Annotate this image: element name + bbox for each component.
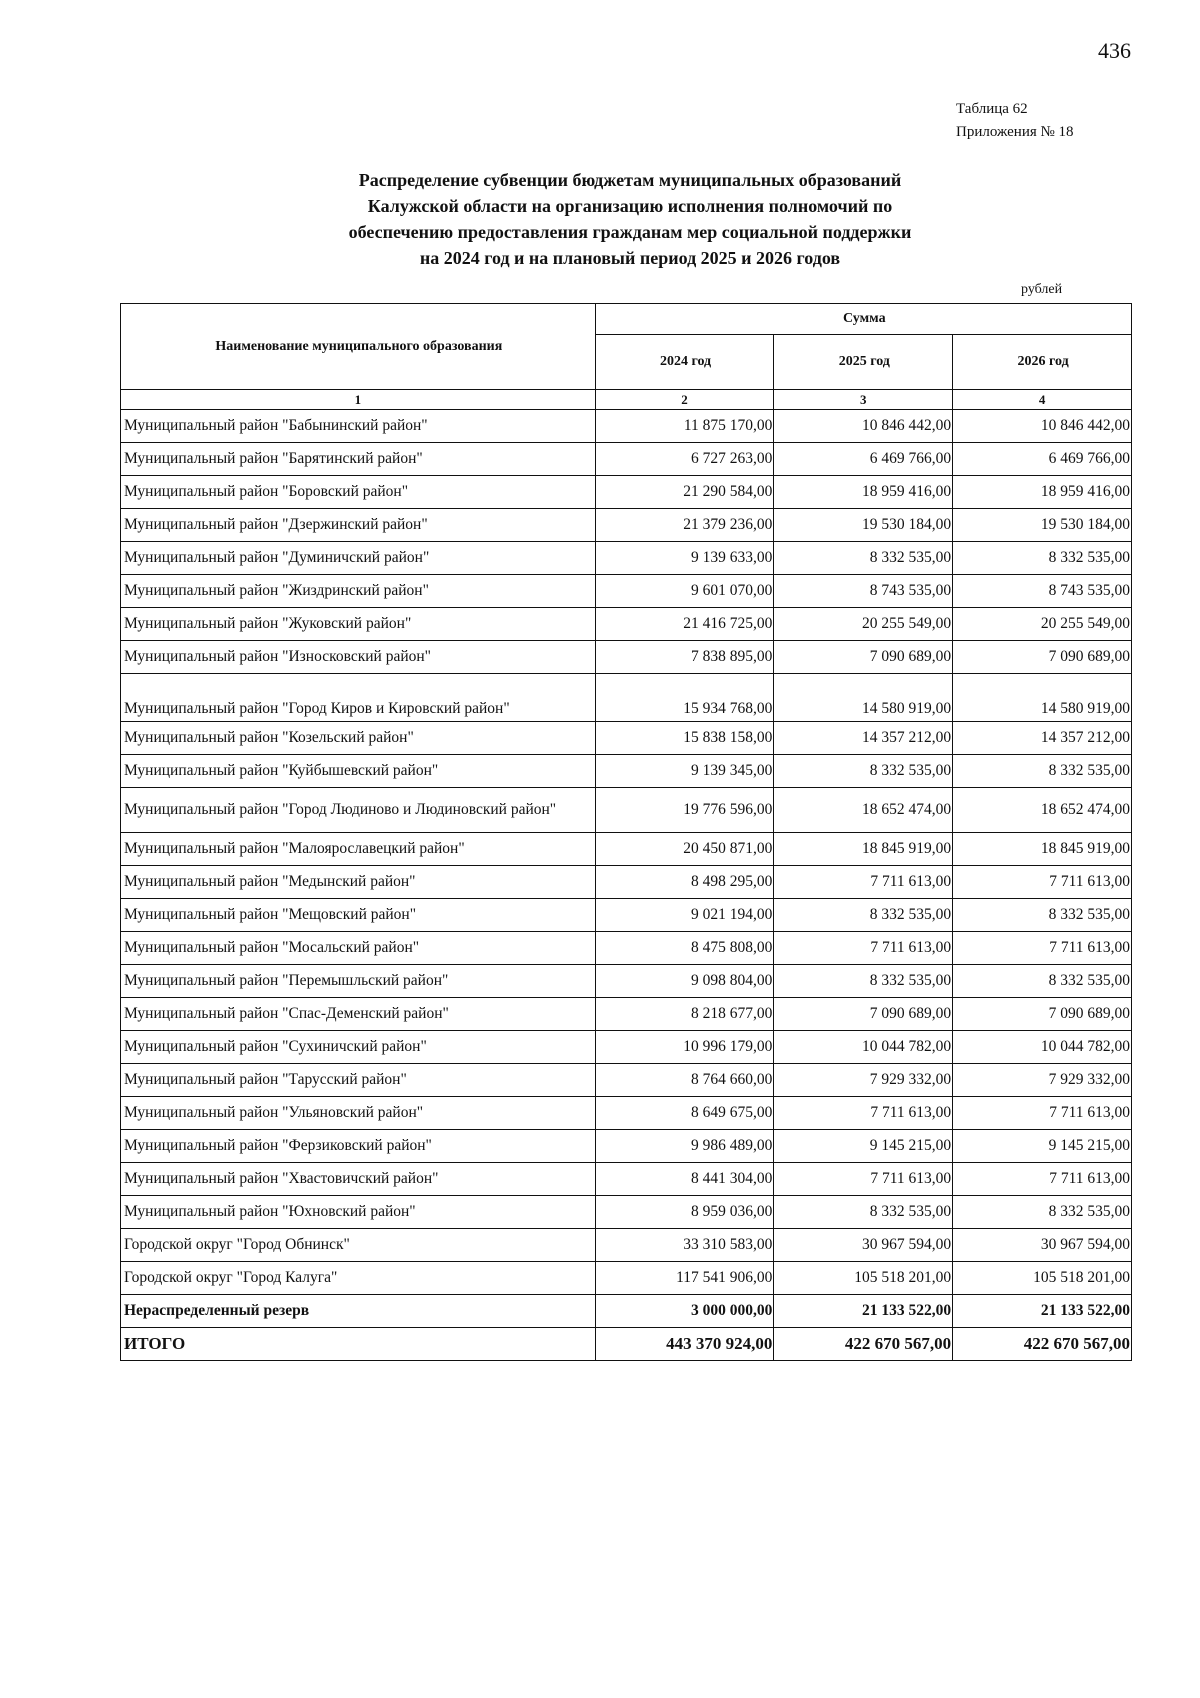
amount-2026: 30 967 594,00 [953,1229,1132,1262]
amount-2024: 9 098 804,00 [595,965,774,998]
amount-2026: 10 846 442,00 [953,410,1132,443]
municipality-name: Муниципальный район "Спас-Деменский район" [121,998,596,1031]
column-number: 1 [121,390,596,410]
amount-2026: 6 469 766,00 [953,443,1132,476]
amount-2024: 21 290 584,00 [595,476,774,509]
municipality-name: Муниципальный район "Жуковский район" [121,608,596,641]
table-row [121,788,1132,833]
header-year: 2026 год [953,335,1132,390]
amount-2025: 8 332 535,00 [774,542,953,575]
municipality-name: Муниципальный район "Боровский район" [121,476,596,509]
amount-2025: 20 255 549,00 [774,608,953,641]
table-row [121,443,1132,476]
table-row [121,410,1132,443]
table-row [121,1229,1132,1262]
amount-2024: 9 139 345,00 [595,755,774,788]
amount-2024: 21 379 236,00 [595,509,774,542]
amount-2025: 18 959 416,00 [774,476,953,509]
amount-2024: 21 416 725,00 [595,608,774,641]
table-reference-line: Таблица 62 [956,101,1028,117]
amount-2025: 7 711 613,00 [774,866,953,899]
amount-2025: 7 711 613,00 [774,1097,953,1130]
amount-2025: 10 044 782,00 [774,1031,953,1064]
municipality-name: Муниципальный район "Жиздринский район" [121,575,596,608]
amount-2025: 7 090 689,00 [774,641,953,674]
amount-2026: 18 959 416,00 [953,476,1132,509]
amount-2024: 6 727 263,00 [595,443,774,476]
amount-2026: 18 845 919,00 [953,833,1132,866]
amount-2026: 8 332 535,00 [953,965,1132,998]
table-row [121,866,1132,899]
municipality-name: Муниципальный район "Малоярославецкий район" [121,833,596,866]
table-row [121,608,1132,641]
amount-2026: 20 255 549,00 [953,608,1132,641]
amount-2024: 11 875 170,00 [595,410,774,443]
amount-2025: 7 090 689,00 [774,998,953,1031]
table-row [121,476,1132,509]
column-number: 4 [953,390,1132,410]
amount-2026: 7 090 689,00 [953,641,1132,674]
amount-2025: 7 711 613,00 [774,1163,953,1196]
table-body [121,410,1132,1361]
amount-2025: 30 967 594,00 [774,1229,953,1262]
column-number: 3 [774,390,953,410]
amount-2024: 15 934 768,00 [595,674,774,722]
municipality-name: Муниципальный район "Сухиничский район" [121,1031,596,1064]
table-reference-line: Приложения № 18 [956,124,1074,140]
amount-2026: 8 332 535,00 [953,1196,1132,1229]
table-row [121,1163,1132,1196]
table-row [121,965,1132,998]
total-label: ИТОГО [121,1328,596,1361]
amount-2024: 9 021 194,00 [595,899,774,932]
amount-2025: 9 145 215,00 [774,1130,953,1163]
table-row [121,755,1132,788]
amount-2024: 19 776 596,00 [595,788,774,833]
amount-2024: 3 000 000,00 [595,1295,774,1328]
municipality-name: Муниципальный район "Барятинский район" [121,443,596,476]
municipality-name: Муниципальный район "Ферзиковский район" [121,1130,596,1163]
amount-2026: 105 518 201,00 [953,1262,1132,1295]
table-row [121,674,1132,722]
amount-2025: 14 580 919,00 [774,674,953,722]
amount-2024: 8 649 675,00 [595,1097,774,1130]
amount-2026: 19 530 184,00 [953,509,1132,542]
amount-2026: 8 332 535,00 [953,755,1132,788]
table-row [121,1295,1132,1328]
amount-2025: 105 518 201,00 [774,1262,953,1295]
amount-2025: 7 929 332,00 [774,1064,953,1097]
header-row [121,304,1132,335]
units-label: рублей [1021,282,1063,297]
table-row [121,1196,1132,1229]
total-row [121,1328,1132,1361]
municipality-name: Муниципальный район "Юхновский район" [121,1196,596,1229]
amount-2024: 8 764 660,00 [595,1064,774,1097]
amount-2025: 8 332 535,00 [774,755,953,788]
table-row [121,575,1132,608]
amount-2026: 14 580 919,00 [953,674,1132,722]
municipality-name: Муниципальный район "Бабынинский район" [121,410,596,443]
amount-2026: 7 929 332,00 [953,1064,1132,1097]
amount-2025: 8 332 535,00 [774,1196,953,1229]
amount-2024: 8 959 036,00 [595,1196,774,1229]
municipality-name: Муниципальный район "Город Людиново и Людиновский район" [121,788,596,833]
amount-2026: 9 145 215,00 [953,1130,1132,1163]
table-row [121,833,1132,866]
header-year: 2025 год [774,335,953,390]
amount-2025: 18 652 474,00 [774,788,953,833]
municipality-name: Муниципальный район "Козельский район" [121,722,596,755]
table-row [121,542,1132,575]
municipality-name: Муниципальный район "Ульяновский район" [121,1097,596,1130]
amount-2026: 8 332 535,00 [953,542,1132,575]
amount-2026: 10 044 782,00 [953,1031,1132,1064]
municipality-name: Городской округ "Город Обнинск" [121,1229,596,1262]
title-line: Калужской области на организацию исполнения полномочий по [367,196,893,216]
amount-2024: 20 450 871,00 [595,833,774,866]
header-sum: Сумма [595,304,1131,335]
municipality-name: Нераспределенный резерв [121,1295,596,1328]
municipality-name: Муниципальный район "Перемышльский район" [121,965,596,998]
document-title [230,167,1030,271]
amount-2025: 18 845 919,00 [774,833,953,866]
amount-2024: 117 541 906,00 [595,1262,774,1295]
amount-2026: 7 711 613,00 [953,1097,1132,1130]
amount-2025: 21 133 522,00 [774,1295,953,1328]
amount-2026: 7 090 689,00 [953,998,1132,1031]
amount-2026: 8 743 535,00 [953,575,1132,608]
municipality-name: Муниципальный район "Износковский район" [121,641,596,674]
amount-2025: 14 357 212,00 [774,722,953,755]
table-row [121,1130,1132,1163]
table-row [121,932,1132,965]
table-row [121,509,1132,542]
amount-2026: 18 652 474,00 [953,788,1132,833]
amount-2024: 8 475 808,00 [595,932,774,965]
municipality-name: Муниципальный район "Дзержинский район" [121,509,596,542]
table-row [121,1097,1132,1130]
amount-2025: 6 469 766,00 [774,443,953,476]
amount-2025: 8 743 535,00 [774,575,953,608]
amount-2024: 33 310 583,00 [595,1229,774,1262]
subvention-table [120,303,1132,1361]
table-row [121,1031,1132,1064]
municipality-name: Муниципальный район "Мещовский район" [121,899,596,932]
amount-2024: 10 996 179,00 [595,1031,774,1064]
amount-2025: 19 530 184,00 [774,509,953,542]
amount-2024: 9 986 489,00 [595,1130,774,1163]
amount-2025: 10 846 442,00 [774,410,953,443]
amount-2026: 14 357 212,00 [953,722,1132,755]
title-line: на 2024 год и на плановый период 2025 и 2026 годов [419,248,841,268]
municipality-name: Муниципальный район "Город Киров и Кировский район" [121,674,596,722]
table-row [121,899,1132,932]
amount-2024: 15 838 158,00 [595,722,774,755]
amount-2024: 7 838 895,00 [595,641,774,674]
amount-2025: 7 711 613,00 [774,932,953,965]
table-row [121,641,1132,674]
municipality-name: Муниципальный район "Медынский район" [121,866,596,899]
amount-2025: 8 332 535,00 [774,899,953,932]
amount-2026: 7 711 613,00 [953,932,1132,965]
municipality-name: Муниципальный район "Думиничский район" [121,542,596,575]
table-row [121,722,1132,755]
header-name: Наименование муниципального образования [121,304,596,390]
title-line: обеспечению предоставления гражданам мер социальной поддержки [348,222,912,242]
amount-2024: 8 498 295,00 [595,866,774,899]
table-header [121,304,1132,410]
municipality-name: Городской округ "Город Калуга" [121,1262,596,1295]
municipality-name: Муниципальный район "Хвастовичский район" [121,1163,596,1196]
amount-2026: 7 711 613,00 [953,1163,1132,1196]
municipality-name: Муниципальный район "Куйбышевский район" [121,755,596,788]
column-number-row [121,390,1132,410]
amount-2026: 8 332 535,00 [953,899,1132,932]
amount-2024: 8 441 304,00 [595,1163,774,1196]
page-number: 436 [1098,38,1131,63]
amount-2026: 7 711 613,00 [953,866,1132,899]
header-year: 2024 год [595,335,774,390]
amount-2026: 21 133 522,00 [953,1295,1132,1328]
amount-2024: 8 218 677,00 [595,998,774,1031]
total-2024: 443 370 924,00 [595,1328,774,1361]
total-2026: 422 670 567,00 [953,1328,1132,1361]
amount-2024: 9 139 633,00 [595,542,774,575]
table-row [121,1064,1132,1097]
amount-2024: 9 601 070,00 [595,575,774,608]
total-2025: 422 670 567,00 [774,1328,953,1361]
municipality-name: Муниципальный район "Тарусский район" [121,1064,596,1097]
title-line: Распределение субвенции бюджетам муниципальных образований [358,170,902,190]
column-number: 2 [595,390,774,410]
municipality-name: Муниципальный район "Мосальский район" [121,932,596,965]
table-row [121,1262,1132,1295]
table-row [121,998,1132,1031]
table-reference [956,98,1074,144]
amount-2025: 8 332 535,00 [774,965,953,998]
